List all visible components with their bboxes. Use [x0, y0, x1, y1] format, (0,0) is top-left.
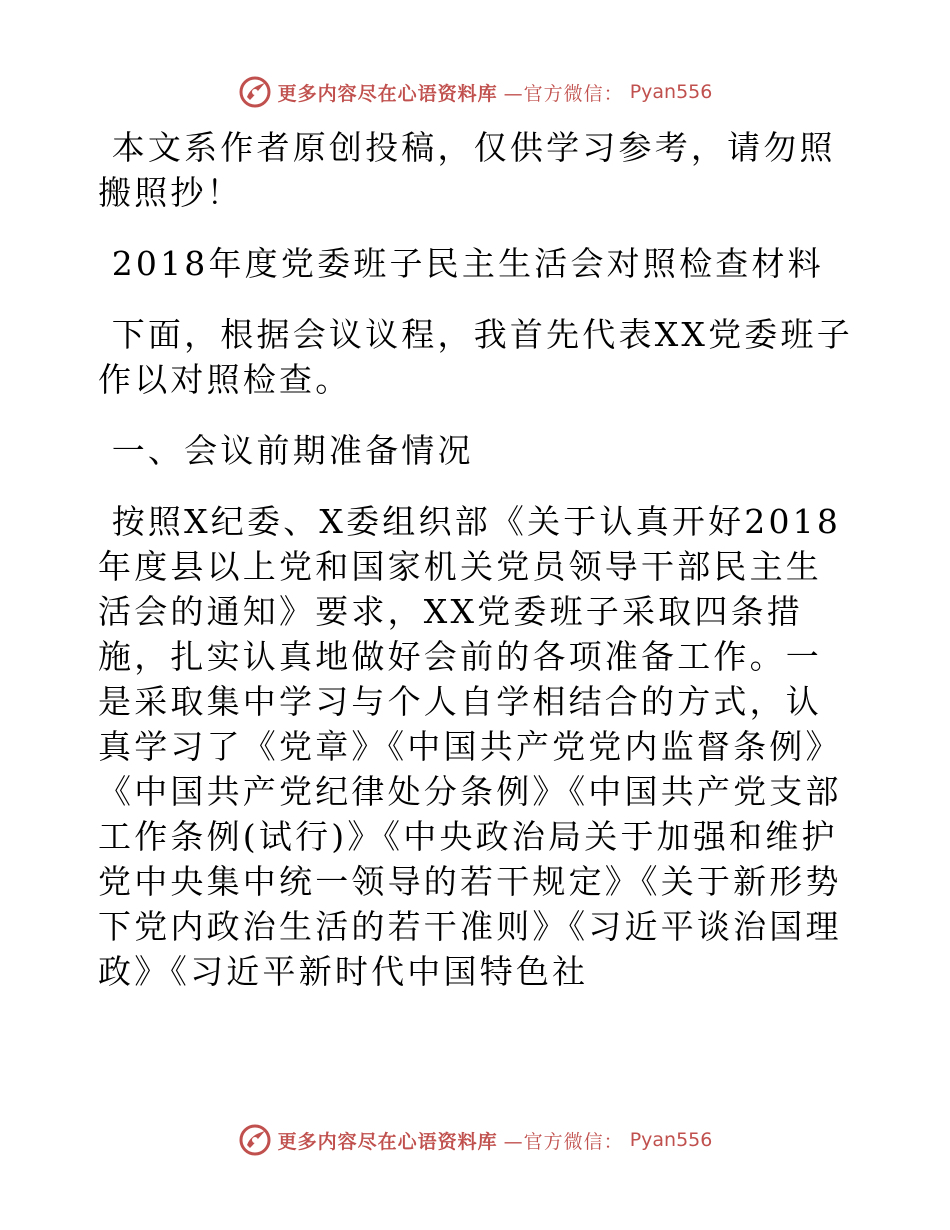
- watermark-id-text: Pyan556: [629, 1129, 713, 1151]
- footer-watermark: [0, 1120, 950, 1160]
- watermark-main-text: 更多内容尽在心语资料库: [277, 1130, 498, 1153]
- header-watermark: [0, 72, 950, 112]
- watermark-logo-icon: [238, 1123, 272, 1157]
- watermark-logo-icon: [238, 75, 272, 109]
- document-body: [98, 125, 858, 994]
- watermark-id-text: Pyan556: [629, 81, 713, 103]
- section-heading: 一、会议前期准备情况: [98, 431, 474, 470]
- lead-paragraph: 下面，根据会议议程，我首先代表XX党委班子作以对照检查。: [98, 315, 853, 399]
- intro-notice: 本文系作者原创投稿，仅供学习参考，请勿照搬照抄！: [98, 128, 836, 212]
- watermark-sub-text: —官方微信：: [503, 1130, 624, 1153]
- document-title: 2018年度党委班子民主生活会对照检查材料: [98, 244, 824, 283]
- watermark-sub-text: —官方微信：: [503, 82, 624, 105]
- body-paragraph: 按照X纪委、X委组织部《关于认真开好2018年度县以上党和国家机关党员领导干部民主生活会的通知》要求，XX党委班子采取四条措施，扎实认真地做好会前的各项准备工作。一是采取集中学习与个人自学相结合的方式，认真学习了《党章》《中国共产党党内监督条例》《中国共产党纪律处分条例》《中国共产党支部工作条例(试行)》《中央政治局关于加强和维护党中央集中统一领导的若干规定》《关于新形势下党内政治生活的若干准则》《习近平谈治国理政》《习近平新时代中国特色社: [98, 502, 842, 991]
- watermark-main-text: 更多内容尽在心语资料库: [277, 82, 498, 105]
